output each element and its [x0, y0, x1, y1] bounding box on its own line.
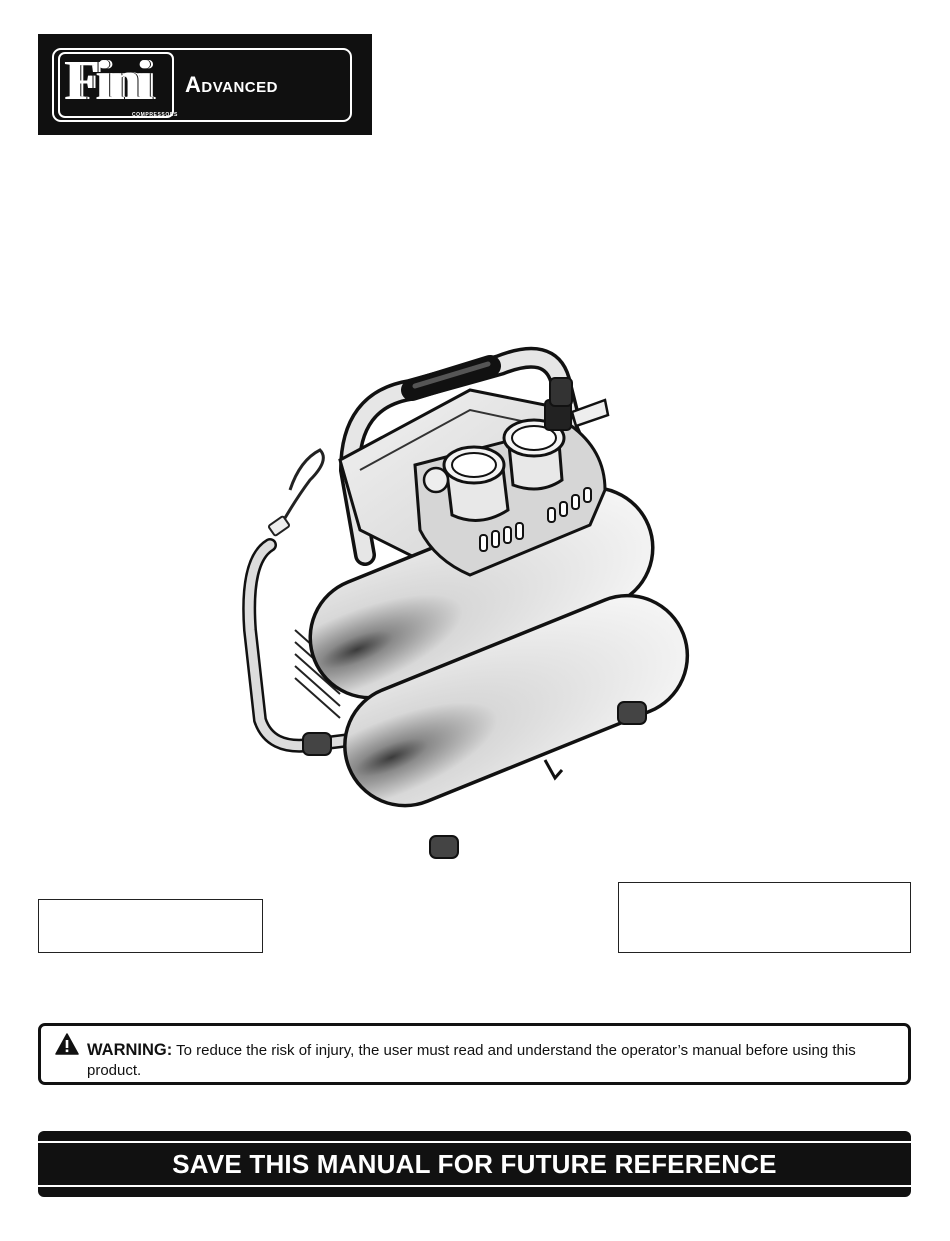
blank-box-right — [618, 882, 911, 953]
brand-logo — [38, 34, 372, 135]
blank-box-left — [38, 899, 263, 953]
warning-triangle-icon — [55, 1033, 79, 1055]
warning-label: WARNING: — [87, 1041, 173, 1059]
warning-message: To reduce the risk of injury, the user must read and understand the operator’s manual before using this product. — [87, 1042, 856, 1079]
logo-brand-name: Fini — [66, 50, 151, 112]
banner-rule-top — [38, 1141, 911, 1143]
warning-notice — [38, 1023, 911, 1085]
warning-text — [87, 1040, 898, 1081]
logo-product-line: Advanced — [185, 72, 278, 97]
banner-text: SAVE THIS MANUAL FOR FUTURE REFERENCE — [172, 1149, 777, 1179]
logo-subtitle: COMPRESSORS — [131, 112, 178, 118]
banner-rule-bottom — [38, 1185, 911, 1187]
air-compressor-illustration — [240, 330, 710, 865]
save-manual-banner — [38, 1131, 911, 1197]
